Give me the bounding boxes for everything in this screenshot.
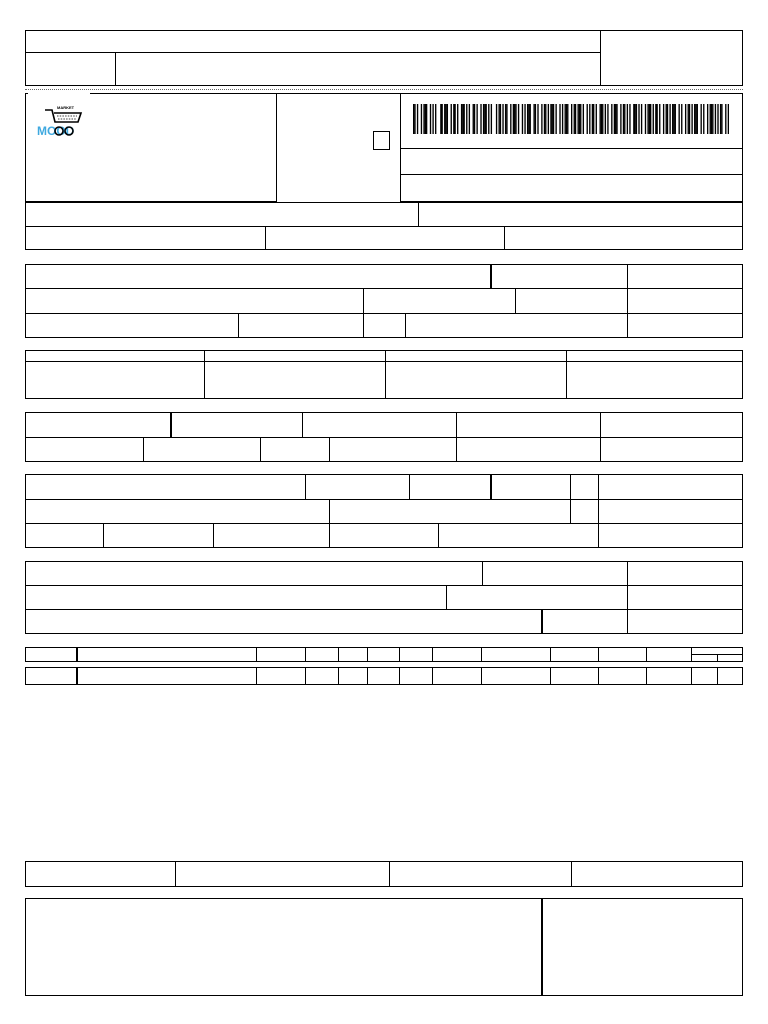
barcode-bar <box>515 104 516 134</box>
table-column-divider <box>646 647 647 662</box>
service-total-field[interactable] <box>483 561 627 585</box>
protocol-field[interactable] <box>419 202 743 226</box>
complementary-info-field[interactable] <box>25 898 541 996</box>
products-total-field[interactable] <box>601 412 743 437</box>
barcode-bar <box>616 104 617 134</box>
barcode-bar <box>697 104 698 134</box>
barcode-bar <box>510 104 511 134</box>
barcode-bar <box>669 104 670 134</box>
barcode-bar <box>703 104 704 134</box>
antt-code-field[interactable] <box>410 474 490 499</box>
recipient-district-field[interactable] <box>364 288 515 313</box>
barcode-bar <box>496 104 497 134</box>
service-tax-field[interactable] <box>628 609 743 634</box>
table-column-divider <box>76 647 78 662</box>
footer-field[interactable] <box>25 861 175 887</box>
state-registration-field[interactable] <box>25 226 265 250</box>
table-column-divider <box>256 647 257 662</box>
carrier-cnpj-field[interactable] <box>599 474 743 499</box>
icms-value-field[interactable] <box>171 412 302 437</box>
operation-nature-field[interactable] <box>25 202 418 226</box>
issqn-value-field[interactable] <box>447 585 627 609</box>
receipt-date-field[interactable] <box>25 52 115 86</box>
ipi-value-field[interactable] <box>457 437 600 462</box>
barcode-bar <box>673 104 674 134</box>
barcode-bar <box>530 104 531 134</box>
barcode-bar <box>592 104 593 134</box>
barcode-bar <box>623 104 624 134</box>
barcode-bar <box>545 104 546 134</box>
barcode-bar <box>602 104 603 134</box>
table-column-divider <box>717 654 718 662</box>
barcode-bar <box>441 104 442 134</box>
barcode-bar <box>553 104 554 134</box>
barcode-bar <box>417 104 418 134</box>
recipient-address-field[interactable] <box>25 288 363 313</box>
fiscal-reserve-field[interactable] <box>543 898 743 996</box>
table-cell-divider <box>550 667 551 685</box>
barcode-bar <box>634 104 635 134</box>
barcode-bar <box>577 104 578 134</box>
barcode-bar <box>425 104 426 134</box>
barcode-bar <box>473 104 474 134</box>
invoice-total-field[interactable] <box>601 437 743 462</box>
barcode <box>413 104 729 134</box>
barcode-bar <box>717 104 718 134</box>
barcode-bar <box>445 104 446 134</box>
carrier-registration-field[interactable] <box>599 499 743 523</box>
volume-quantity-field[interactable] <box>25 523 103 548</box>
barcode-bar <box>435 104 436 134</box>
table-cell-divider <box>338 667 339 685</box>
barcode-bar <box>454 104 455 134</box>
discount-field[interactable] <box>261 437 329 462</box>
vehicle-plate-field[interactable] <box>491 474 570 499</box>
barcode-bar <box>599 104 600 134</box>
barcode-bar <box>636 104 637 134</box>
duplicate-field[interactable] <box>386 361 566 399</box>
barcode-bar <box>629 104 630 134</box>
receipt-number-field[interactable] <box>601 30 743 86</box>
barcode-bar <box>712 104 713 134</box>
barcode-bar <box>663 104 664 134</box>
barcode-bar <box>414 104 415 134</box>
barcode-bar <box>453 104 454 134</box>
issqn-base-field[interactable] <box>628 561 743 585</box>
barcode-bar <box>461 104 462 134</box>
barcode-bar <box>550 104 551 134</box>
table-cell-divider <box>256 667 257 685</box>
barcode-bar <box>421 104 422 134</box>
service-value-field[interactable] <box>542 609 627 634</box>
recipient-cnpj-field[interactable] <box>491 264 627 288</box>
recipient-name-field[interactable] <box>25 264 490 288</box>
icms-st-value-field[interactable] <box>457 412 600 437</box>
volume-brand-field[interactable] <box>214 523 329 548</box>
barcode-bar <box>685 104 686 134</box>
barcode-bar <box>707 104 708 134</box>
carrier-state-field[interactable] <box>571 499 598 523</box>
barcode-bar <box>527 104 528 134</box>
barcode-bar <box>514 104 515 134</box>
service-description-field[interactable] <box>25 585 446 609</box>
barcode-bar <box>656 104 657 134</box>
barcode-bar <box>672 104 673 134</box>
barcode-bar <box>476 104 477 134</box>
barcode-bar <box>423 104 424 134</box>
barcode-bar <box>638 104 639 134</box>
market-mood-logo <box>33 104 91 140</box>
barcode-bar <box>725 104 726 134</box>
barcode-bar <box>653 104 654 134</box>
barcode-bar <box>533 104 534 134</box>
logo-bottom-text: MOOD <box>37 124 75 138</box>
barcode-bar <box>491 104 492 134</box>
freight-value-field[interactable] <box>25 437 143 462</box>
table-column-divider <box>432 647 433 662</box>
barcode-bar <box>720 104 721 134</box>
barcode-bar <box>486 104 487 134</box>
cnpj-field[interactable] <box>505 226 743 250</box>
volume-numbering-field[interactable] <box>330 523 438 548</box>
barcode-bar <box>498 104 499 134</box>
barcode-bar <box>659 104 660 134</box>
barcode-bar <box>565 104 566 134</box>
duplicate-field[interactable] <box>25 361 204 399</box>
barcode-bar <box>649 104 650 134</box>
table-column-divider <box>338 647 339 662</box>
footer-field[interactable] <box>390 861 571 887</box>
insurance-value-field[interactable] <box>144 437 260 462</box>
barcode-bar <box>711 104 712 134</box>
barcode-bar <box>728 104 729 134</box>
barcode-bar <box>579 104 580 134</box>
table-column-divider <box>305 647 306 662</box>
barcode-bar <box>430 104 431 134</box>
barcode-bar <box>544 104 545 134</box>
barcode-bar <box>688 104 689 134</box>
barcode-bar <box>537 104 538 134</box>
barcode-bar <box>575 104 576 134</box>
barcode-bar <box>535 104 536 134</box>
barcode-bar <box>645 104 646 134</box>
gross-weight-field[interactable] <box>439 523 598 548</box>
barcode-bar <box>647 104 648 134</box>
barcode-bar <box>566 104 567 134</box>
barcode-bar <box>447 104 448 134</box>
barcode-bar <box>464 104 465 134</box>
barcode-bar <box>574 104 575 134</box>
barcode-bar <box>555 104 556 134</box>
recipient-phone-field[interactable] <box>239 313 363 338</box>
table-column-divider <box>598 647 599 662</box>
barcode-bar <box>587 104 588 134</box>
barcode-bar <box>484 104 485 134</box>
table-cell-divider <box>717 667 718 685</box>
barcode-bar <box>518 104 519 134</box>
table-cell-divider <box>598 667 599 685</box>
barcode-bar <box>580 104 581 134</box>
barcode-bar <box>541 104 542 134</box>
barcode-bar <box>614 104 615 134</box>
logo-top-text: MARKET <box>57 105 75 110</box>
carrier-city-field[interactable] <box>330 499 570 523</box>
recipient-state-field[interactable] <box>364 313 405 338</box>
cut-line <box>25 89 743 90</box>
barcode-bar <box>524 104 525 134</box>
barcode-bar <box>655 104 656 134</box>
net-weight-field[interactable] <box>599 523 743 548</box>
barcode-bar <box>601 104 602 134</box>
issuer-tab-mark <box>28 93 90 95</box>
barcode-bar <box>607 104 608 134</box>
table-cell-divider <box>481 667 482 685</box>
recipient-zip-field[interactable] <box>516 288 627 313</box>
duplicate-field[interactable] <box>567 361 743 399</box>
table-cell-divider <box>305 667 306 685</box>
barcode-bar <box>627 104 628 134</box>
barcode-bar <box>506 104 507 134</box>
barcode-bar <box>474 104 475 134</box>
barcode-bar <box>522 104 523 134</box>
barcode-bar <box>694 104 695 134</box>
table-column-divider <box>399 647 400 662</box>
barcode-bar <box>667 104 668 134</box>
substitute-registration-field[interactable] <box>266 226 504 250</box>
barcode-bar <box>548 104 549 134</box>
barcode-bar <box>650 104 651 134</box>
barcode-bar <box>488 104 489 134</box>
receipt-signature-field[interactable] <box>116 52 600 86</box>
carrier-name-field[interactable] <box>25 474 305 499</box>
barcode-bar <box>589 104 590 134</box>
barcode-bar <box>451 104 452 134</box>
recipient-city-field[interactable] <box>25 313 238 338</box>
table-cell-divider <box>646 667 647 685</box>
barcode-bar <box>559 104 560 134</box>
barcode-bar <box>571 104 572 134</box>
table-cell-divider <box>367 667 368 685</box>
barcode-bar <box>505 104 506 134</box>
plate-state-field[interactable] <box>571 474 598 499</box>
barcode-bar <box>691 104 692 134</box>
exit-time-field[interactable] <box>628 313 743 338</box>
barcode-bar <box>413 104 414 134</box>
carrier-address-field[interactable] <box>25 499 329 523</box>
barcode-bar <box>502 104 503 134</box>
barcode-bar <box>567 104 568 134</box>
barcode-bar <box>624 104 625 134</box>
table-column-divider <box>550 647 551 662</box>
barcode-bar <box>500 104 501 134</box>
other-expenses-field[interactable] <box>330 437 456 462</box>
barcode-bar <box>721 104 722 134</box>
barcode-bar <box>426 104 427 134</box>
table-cell-divider <box>399 667 400 685</box>
barcode-bar <box>596 104 597 134</box>
exit-date-field[interactable] <box>628 288 743 313</box>
barcode-bar <box>666 104 667 134</box>
footer-field[interactable] <box>572 861 743 887</box>
icms-st-base-field[interactable] <box>303 412 456 437</box>
barcode-bar <box>469 104 470 134</box>
volume-species-field[interactable] <box>104 523 213 548</box>
barcode-bar <box>611 104 612 134</box>
municipal-registration-field[interactable] <box>25 561 482 585</box>
barcode-bar <box>432 104 433 134</box>
products-table-header <box>25 647 743 662</box>
barcode-bar <box>444 104 445 134</box>
barcode-bar <box>701 104 702 134</box>
freight-payer-field[interactable] <box>306 474 409 499</box>
access-key-field[interactable] <box>400 148 743 174</box>
barcode-bar <box>483 104 484 134</box>
table-column-divider <box>367 647 368 662</box>
barcode-bar <box>678 104 679 134</box>
table-column-divider <box>481 647 482 662</box>
barcode-bar <box>552 104 553 134</box>
table-cell-divider <box>76 667 78 685</box>
barcode-bar <box>513 104 514 134</box>
barcode-bar <box>620 104 621 134</box>
barcode-bar <box>480 104 481 134</box>
barcode-bar <box>466 104 467 134</box>
barcode-bar <box>681 104 682 134</box>
recipient-registration-field[interactable] <box>406 313 627 338</box>
barcode-bar <box>633 104 634 134</box>
footer-field[interactable] <box>176 861 389 887</box>
barcode-bar <box>528 104 529 134</box>
barcode-bar <box>462 104 463 134</box>
service-extra-field[interactable] <box>628 585 743 609</box>
table-row[interactable] <box>25 667 743 685</box>
authorization-field[interactable] <box>400 174 743 202</box>
table-cell-divider <box>432 667 433 685</box>
barcode-bar <box>457 104 458 134</box>
barcode-bar <box>715 104 716 134</box>
barcode-bar <box>615 104 616 134</box>
barcode-bar <box>562 104 563 134</box>
service-notes-field[interactable] <box>25 609 541 634</box>
icms-base-field[interactable] <box>25 412 170 437</box>
barcode-bar <box>440 104 441 134</box>
issue-date-field[interactable] <box>628 264 743 288</box>
table-cell-divider <box>691 667 692 685</box>
barcode-bar <box>710 104 711 134</box>
barcode-bar <box>689 104 690 134</box>
barcode-bar <box>695 104 696 134</box>
barcode-bar <box>605 104 606 134</box>
barcode-bar <box>593 104 594 134</box>
duplicate-field[interactable] <box>205 361 385 399</box>
barcode-bar <box>641 104 642 134</box>
barcode-bar <box>675 104 676 134</box>
barcode-bar <box>583 104 584 134</box>
entry-exit-box[interactable] <box>373 131 390 150</box>
